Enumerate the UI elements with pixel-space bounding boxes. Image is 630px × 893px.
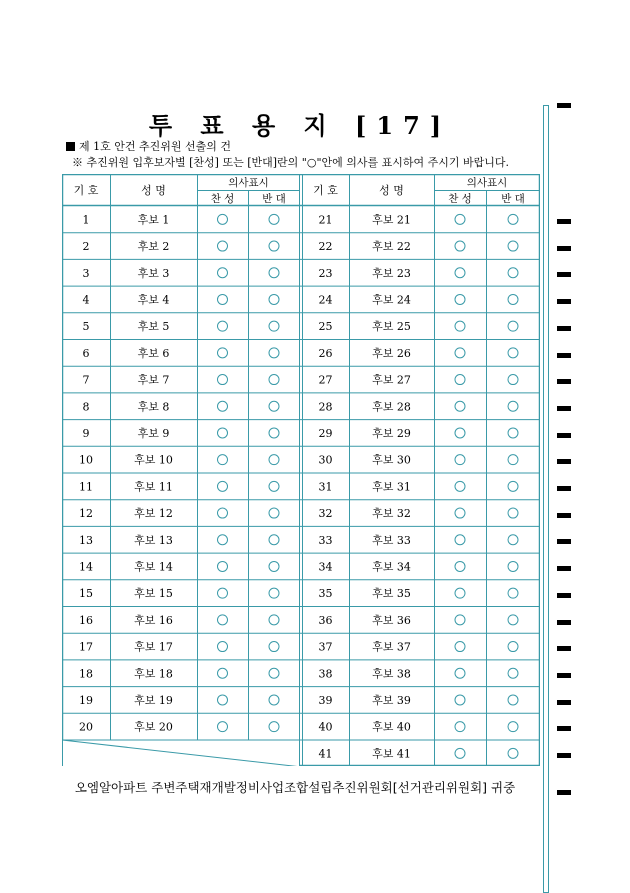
agenda-line [66,138,231,154]
yes-circle[interactable] [455,268,465,278]
no-circle[interactable] [269,642,279,652]
header-name-left: 성 명 [141,184,166,197]
no-circle[interactable] [269,294,279,304]
no-circle[interactable] [269,375,279,385]
candidate-name: 후보 36 [372,613,411,627]
yes-circle[interactable] [218,321,228,331]
candidate-number: 27 [318,373,333,387]
candidate-name: 후보 35 [372,587,411,601]
header-number-left: 기 호 [73,184,99,197]
candidate-name: 후보 15 [134,587,173,601]
timing-mark [557,433,571,438]
candidate-number: 40 [318,720,333,734]
candidate-name: 후보 30 [372,453,411,467]
yes-circle[interactable] [218,588,228,598]
no-circle[interactable] [269,268,279,278]
no-circle[interactable] [269,588,279,598]
candidate-name: 후보 22 [372,240,411,254]
header-yes-right: 찬 성 [448,193,472,205]
yes-circle[interactable] [218,294,228,304]
no-circle[interactable] [508,561,518,571]
candidate-number: 4 [82,293,90,307]
yes-circle[interactable] [455,455,465,465]
candidate-number: 38 [318,667,333,681]
candidate-number: 20 [79,720,93,734]
yes-circle[interactable] [455,695,465,705]
yes-circle[interactable] [218,481,228,491]
candidate-number: 36 [318,613,333,627]
candidate-number: 3 [82,266,90,280]
no-circle[interactable] [269,508,279,518]
yes-circle[interactable] [455,588,465,598]
no-circle[interactable] [508,241,518,251]
timing-mark [557,246,571,251]
candidate-number: 34 [318,560,333,574]
candidate-name: 후보 17 [134,640,173,654]
candidate-name: 후보 27 [372,373,411,387]
no-circle[interactable] [269,455,279,465]
yes-circle[interactable] [218,401,228,411]
yes-circle[interactable] [455,241,465,251]
timing-mark [557,299,571,304]
candidate-name: 후보 32 [372,507,411,521]
no-circle[interactable] [269,695,279,705]
yes-circle[interactable] [218,668,228,678]
candidate-name: 후보 9 [137,426,170,440]
candidate-number: 16 [79,613,93,627]
candidate-name: 후보 38 [372,667,411,681]
candidate-name: 후보 8 [137,400,170,414]
candidate-name: 후보 4 [137,293,170,307]
candidate-number: 26 [318,346,333,360]
yes-circle[interactable] [455,561,465,571]
candidate-name: 후보 13 [134,533,173,547]
candidate-name: 후보 21 [372,213,411,227]
candidate-number: 5 [82,320,90,334]
no-circle[interactable] [269,535,279,545]
candidate-number: 31 [318,480,333,494]
no-circle[interactable] [508,722,518,732]
footer-addressee: 오엠알아파트 주변주택재개발정비사업조합설립추진위원회[선거관리위원회] 귀중 [74,780,516,795]
candidate-number: 18 [79,667,93,681]
candidate-name: 후보 20 [134,720,173,734]
no-circle[interactable] [269,321,279,331]
candidate-name: 후보 23 [372,266,411,280]
candidate-number: 14 [79,560,93,574]
yes-circle[interactable] [218,214,228,224]
candidate-name: 후보 1 [137,213,170,227]
timing-mark [557,272,571,277]
no-circle[interactable] [269,428,279,438]
yes-circle[interactable] [218,241,228,251]
candidate-number: 10 [79,453,93,467]
candidate-name: 후보 14 [134,560,173,574]
timing-mark [557,673,571,678]
candidate-name: 후보 25 [372,320,411,334]
no-circle[interactable] [269,348,279,358]
yes-circle[interactable] [218,722,228,732]
ballot-title: 투 표 용 지 [17] [148,111,452,140]
yes-circle[interactable] [455,481,465,491]
no-circle[interactable] [508,695,518,705]
candidate-number: 15 [79,587,93,601]
candidate-number: 35 [318,587,333,601]
candidate-name: 후보 34 [372,560,411,574]
candidate-name: 후보 3 [137,266,170,280]
no-circle[interactable] [508,668,518,678]
instruction-line: ※ 추진위원 입후보자별 [찬성] 또는 [반대]란의 "○"안에 의사를 표시하여 주시기 바랍니다. [72,156,510,169]
candidate-name: 후보 5 [137,320,170,334]
candidate-name: 후보 6 [137,346,170,360]
no-circle[interactable] [508,375,518,385]
header-name-right: 성 명 [379,184,404,197]
timing-mark [557,459,571,464]
yes-circle[interactable] [218,695,228,705]
candidate-name: 후보 33 [372,533,411,547]
candidate-number: 7 [82,373,90,387]
yes-circle[interactable] [218,428,228,438]
square-bullet-icon [66,142,75,151]
no-circle[interactable] [269,668,279,678]
candidate-number: 22 [318,240,333,254]
timing-mark [557,353,571,358]
candidate-number: 17 [79,640,93,654]
yes-circle[interactable] [455,321,465,331]
yes-circle[interactable] [455,428,465,438]
no-circle[interactable] [269,401,279,411]
no-circle[interactable] [269,561,279,571]
yes-circle[interactable] [218,642,228,652]
yes-circle[interactable] [218,535,228,545]
candidate-name: 후보 19 [134,693,173,707]
yes-circle[interactable] [218,268,228,278]
candidate-name: 후보 24 [372,293,411,307]
candidate-name: 후보 29 [372,426,411,440]
candidate-number: 13 [79,533,93,547]
yes-circle[interactable] [455,668,465,678]
no-circle[interactable] [269,241,279,251]
timing-mark [557,646,571,651]
header-yes-left: 찬 성 [210,193,235,205]
timing-mark [557,593,571,598]
candidate-name: 후보 40 [372,720,411,734]
no-circle[interactable] [508,268,518,278]
candidate-name: 후보 39 [372,693,411,707]
timing-mark [557,219,571,224]
timing-mark [557,379,571,384]
header-vote-right: 의사표시 [466,177,508,189]
yes-circle[interactable] [218,615,228,625]
timing-mark [557,406,571,411]
timing-rail [543,105,549,893]
ballot-table-grid [62,174,540,766]
timing-mark [557,326,571,331]
no-circle[interactable] [508,615,518,625]
no-circle[interactable] [508,348,518,358]
no-circle[interactable] [508,401,518,411]
candidate-number: 2 [82,240,90,254]
timing-mark [557,620,571,625]
header-no-left: 반 대 [262,193,286,205]
yes-circle[interactable] [455,615,465,625]
yes-circle[interactable] [218,348,228,358]
candidate-number: 33 [318,533,333,547]
no-circle[interactable] [508,588,518,598]
ballot-table [62,174,540,766]
candidate-name: 후보 37 [372,640,411,654]
candidate-number: 41 [318,747,333,761]
yes-circle[interactable] [455,214,465,224]
yes-circle[interactable] [455,294,465,304]
yes-circle[interactable] [455,535,465,545]
yes-circle[interactable] [455,722,465,732]
candidate-name: 후보 2 [137,240,170,254]
no-circle[interactable] [508,428,518,438]
yes-circle[interactable] [218,561,228,571]
candidate-name: 후보 31 [372,480,411,494]
candidate-name: 후보 12 [134,507,173,521]
candidate-number: 9 [82,426,90,440]
candidate-number: 29 [318,426,333,440]
timing-mark [557,486,571,491]
yes-circle[interactable] [455,748,465,758]
candidate-number: 32 [318,507,333,521]
candidate-number: 37 [318,640,333,654]
candidate-name: 후보 28 [372,400,411,414]
no-circle[interactable] [508,481,518,491]
no-circle[interactable] [269,722,279,732]
no-circle[interactable] [269,214,279,224]
header-no-right: 반 대 [501,193,525,205]
candidate-number: 1 [82,213,90,227]
yes-circle[interactable] [218,508,228,518]
timing-mark [557,513,571,518]
header-number-right: 기 호 [313,184,338,197]
candidate-number: 25 [318,320,333,334]
candidate-number: 39 [318,693,333,707]
yes-circle[interactable] [455,375,465,385]
yes-circle[interactable] [218,455,228,465]
timing-mark [557,700,571,705]
no-circle[interactable] [269,615,279,625]
yes-circle[interactable] [455,348,465,358]
candidate-number: 28 [318,400,333,414]
candidate-number: 12 [79,507,93,521]
candidate-number: 6 [82,346,90,360]
no-circle[interactable] [508,455,518,465]
timing-mark [557,103,571,108]
candidate-number: 19 [79,693,93,707]
candidate-name: 후보 10 [134,453,173,467]
yes-circle[interactable] [218,375,228,385]
candidate-name: 후보 41 [372,747,411,761]
timing-mark [557,753,571,758]
yes-circle[interactable] [455,508,465,518]
candidate-number: 30 [318,453,333,467]
no-circle[interactable] [508,294,518,304]
timing-mark [557,539,571,544]
no-circle[interactable] [508,535,518,545]
timing-mark [557,566,571,571]
no-circle[interactable] [508,321,518,331]
no-circle[interactable] [508,642,518,652]
agenda-text: 제 1호 안건 추진위원 선출의 건 [79,140,231,153]
candidate-number: 21 [318,213,333,227]
header-vote-left: 의사표시 [228,177,269,189]
candidate-number: 23 [318,266,333,280]
no-circle[interactable] [269,481,279,491]
candidate-name: 후보 26 [372,346,411,360]
candidate-number: 11 [79,480,93,494]
candidate-number: 8 [82,400,90,414]
candidate-name: 후보 7 [137,373,170,387]
candidate-name: 후보 16 [134,613,173,627]
yes-circle[interactable] [455,642,465,652]
yes-circle[interactable] [455,401,465,411]
candidate-number: 24 [318,293,333,307]
candidate-name: 후보 11 [134,480,173,494]
no-circle[interactable] [508,508,518,518]
timing-mark [557,726,571,731]
no-circle[interactable] [508,214,518,224]
no-circle[interactable] [508,748,518,758]
candidate-name: 후보 18 [134,667,173,681]
